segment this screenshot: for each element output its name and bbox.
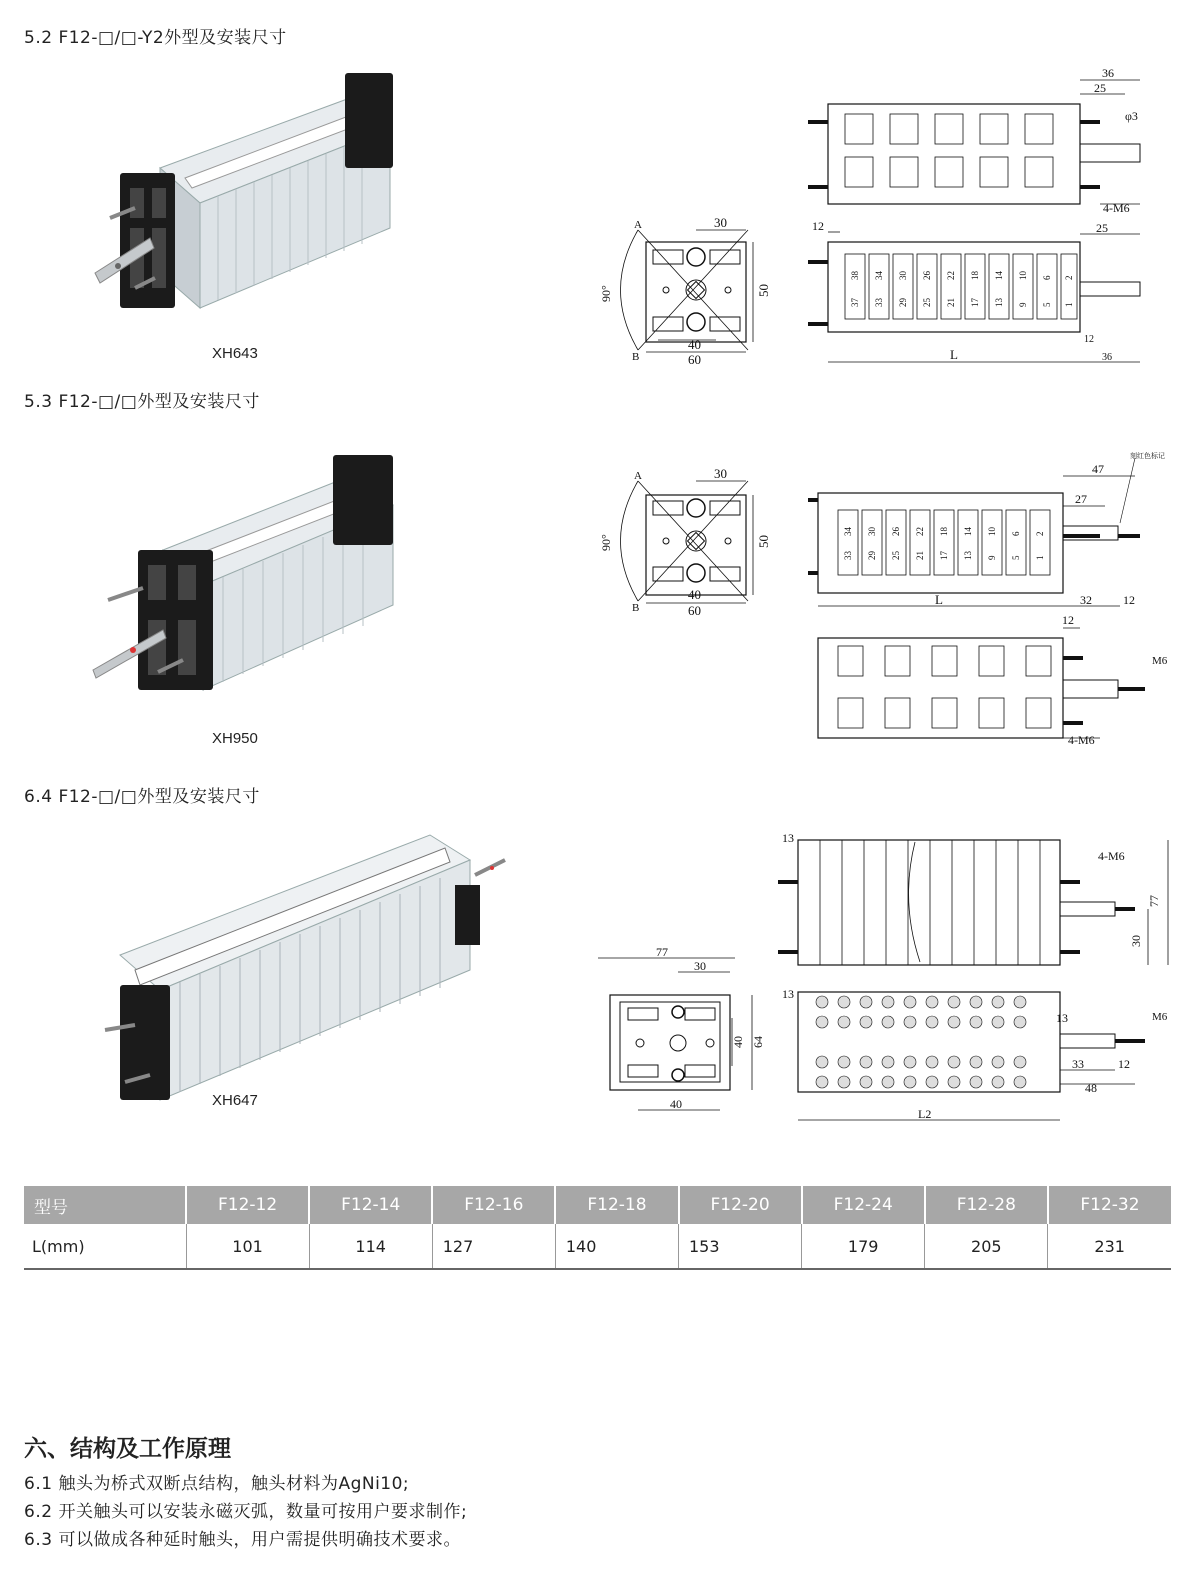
product-photo-xh643 <box>90 68 410 333</box>
svg-text:33: 33 <box>874 298 884 307</box>
dim-12-4: 12 <box>1118 1057 1130 1071</box>
dim-4m6-2: 4-M6 <box>1068 733 1095 747</box>
svg-text:34: 34 <box>843 527 853 536</box>
section-title-5-3: 5.3 F12-□/□外型及安装尺寸 <box>24 392 260 412</box>
dim-13-3: 13 <box>1056 1011 1068 1025</box>
svg-text:22: 22 <box>946 271 956 280</box>
svg-text:21: 21 <box>915 551 925 560</box>
label-b-2: B <box>632 602 640 614</box>
svg-text:14: 14 <box>994 271 1004 280</box>
table-header: F12-16 <box>432 1186 555 1224</box>
dim-48: 48 <box>1085 1081 1097 1095</box>
caption-xh643: XH643 <box>212 345 258 362</box>
section-title-6-4: 6.4 F12-□/□外型及安装尺寸 <box>24 787 260 807</box>
svg-text:18: 18 <box>970 271 980 280</box>
dim-4m6: 4-M6 <box>1103 201 1130 215</box>
table-row <box>24 1224 1171 1269</box>
dim-60: 60 <box>688 352 701 367</box>
side-view-drawing-2 <box>800 448 1170 753</box>
dim-12b: 12 <box>1084 334 1094 345</box>
dim-30: 30 <box>714 215 727 230</box>
dim-50-2: 50 <box>756 535 771 548</box>
dim-40: 40 <box>688 337 701 352</box>
svg-text:37: 37 <box>850 298 860 307</box>
note-red-mark: 刻红色标记 <box>1130 452 1165 460</box>
front-view-drawing-2 <box>598 455 778 620</box>
dim-30-2: 30 <box>714 466 727 481</box>
svg-text:22: 22 <box>915 527 925 536</box>
product-photo-xh647 <box>100 820 520 1105</box>
svg-text:17: 17 <box>970 298 980 307</box>
table-cell: 114 <box>309 1224 432 1269</box>
dim-30-3: 30 <box>694 959 706 973</box>
dim-13-2: 13 <box>782 987 794 1001</box>
dim-m6-2: M6 <box>1152 1011 1168 1023</box>
section-title-5-2: 5.2 F12-□/□-Y2外型及安装尺寸 <box>24 28 287 48</box>
table-header: F12-14 <box>309 1186 432 1224</box>
table-cell: 179 <box>802 1224 925 1269</box>
svg-text:21: 21 <box>946 298 956 307</box>
svg-text:34: 34 <box>874 271 884 280</box>
table-header: F12-18 <box>555 1186 678 1224</box>
svg-text:26: 26 <box>922 271 932 280</box>
front-view-drawing-1 <box>598 212 778 377</box>
label-angle-2: 90° <box>599 534 613 551</box>
side-view-drawing-1 <box>800 62 1170 372</box>
dim-50: 50 <box>756 284 771 297</box>
dim-64: 64 <box>751 1036 765 1048</box>
svg-text:30: 30 <box>867 527 877 536</box>
table-header: 型号 <box>24 1186 186 1224</box>
label-a-2: A <box>634 470 642 482</box>
dim-30-4: 30 <box>1129 935 1143 947</box>
svg-text:10: 10 <box>1018 271 1028 280</box>
dim-12-3: 12 <box>1062 613 1074 627</box>
dim-36b: 36 <box>1102 352 1112 363</box>
section-heading-principle: 六、结构及工作原理 <box>24 1436 231 1462</box>
dim-4m6-3: 4-M6 <box>1098 849 1125 863</box>
dim-25: 25 <box>1094 81 1106 95</box>
table-cell: 127 <box>432 1224 555 1269</box>
svg-text:9: 9 <box>1018 302 1028 307</box>
svg-text:9: 9 <box>987 555 997 560</box>
svg-text:17: 17 <box>939 551 949 560</box>
svg-text:2: 2 <box>1035 531 1045 536</box>
svg-text:29: 29 <box>867 551 877 560</box>
svg-text:29: 29 <box>898 298 908 307</box>
svg-text:13: 13 <box>994 298 1004 307</box>
table-header: F12-32 <box>1048 1186 1171 1224</box>
dim-60-2: 60 <box>688 603 701 618</box>
table-cell: 153 <box>679 1224 802 1269</box>
svg-text:38: 38 <box>850 271 860 280</box>
caption-xh647: XH647 <box>212 1092 258 1109</box>
svg-text:1: 1 <box>1035 555 1045 560</box>
svg-text:6: 6 <box>1011 531 1021 536</box>
svg-text:13: 13 <box>963 551 973 560</box>
principle-item: 6.1 触头为桥式双断点结构，触头材料为AgNi10; <box>24 1474 410 1494</box>
svg-text:25: 25 <box>922 298 932 307</box>
svg-text:10: 10 <box>987 527 997 536</box>
table-header: F12-24 <box>802 1186 925 1224</box>
dim-13: 13 <box>782 831 794 845</box>
dim-47: 47 <box>1092 462 1104 476</box>
svg-text:5: 5 <box>1011 555 1021 560</box>
table-header: F12-28 <box>925 1186 1048 1224</box>
dim-12-2: 12 <box>1123 593 1135 607</box>
label-b: B <box>632 351 640 363</box>
label-a: A <box>634 219 642 231</box>
dim-L-2: L <box>935 592 943 607</box>
dim-27: 27 <box>1075 492 1087 506</box>
dim-77: 77 <box>656 945 668 959</box>
dim-phi3: φ3 <box>1125 109 1138 123</box>
caption-xh950: XH950 <box>212 730 258 747</box>
svg-text:1: 1 <box>1064 302 1074 307</box>
table-cell: 101 <box>186 1224 309 1269</box>
product-photo-xh950 <box>88 450 413 715</box>
dim-33: 33 <box>1072 1057 1084 1071</box>
label-angle: 90° <box>599 285 613 302</box>
side-view-drawing-3 <box>770 822 1170 1127</box>
dim-77-2: 77 <box>1147 895 1161 907</box>
svg-text:30: 30 <box>898 271 908 280</box>
dim-40-3: 40 <box>731 1036 745 1048</box>
dim-m6: M6 <box>1152 655 1168 667</box>
table-cell: 140 <box>555 1224 678 1269</box>
dim-12: 12 <box>812 219 824 233</box>
dim-32: 32 <box>1080 593 1092 607</box>
table-header: F12-20 <box>679 1186 802 1224</box>
table-header: F12-12 <box>186 1186 309 1224</box>
svg-text:2: 2 <box>1064 275 1074 280</box>
table-cell: 205 <box>925 1224 1048 1269</box>
svg-text:6: 6 <box>1042 275 1052 280</box>
dim-L: L <box>950 347 958 362</box>
table-header-row <box>24 1186 1171 1224</box>
dim-25b: 25 <box>1096 221 1108 235</box>
principle-item: 6.2 开关触头可以安装永磁灭弧，数量可按用户要求制作; <box>24 1502 468 1522</box>
dim-40-4: 40 <box>670 1097 682 1111</box>
svg-text:25: 25 <box>891 551 901 560</box>
dimension-table <box>24 1186 1171 1270</box>
dim-40-2: 40 <box>688 587 701 602</box>
svg-text:26: 26 <box>891 527 901 536</box>
svg-text:14: 14 <box>963 527 973 536</box>
front-view-drawing-3 <box>590 940 780 1120</box>
svg-text:33: 33 <box>843 551 853 560</box>
svg-text:18: 18 <box>939 527 949 536</box>
table-cell: L(mm) <box>24 1224 186 1269</box>
dim-L2: L2 <box>918 1107 932 1121</box>
dim-36: 36 <box>1102 66 1114 80</box>
principle-item: 6.3 可以做成各种延时触头，用户需提供明确技术要求。 <box>24 1530 461 1550</box>
svg-text:5: 5 <box>1042 302 1052 307</box>
table-cell: 231 <box>1048 1224 1171 1269</box>
